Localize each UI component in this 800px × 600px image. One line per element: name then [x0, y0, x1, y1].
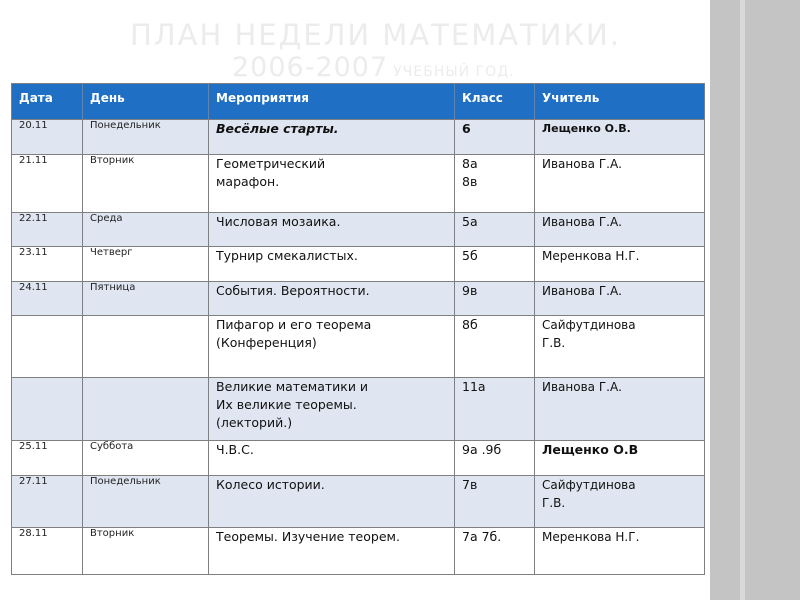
- header-event: Мероприятия: [209, 84, 455, 120]
- table-row: [12, 378, 705, 441]
- class-cell: [455, 528, 535, 575]
- class-cell: [455, 282, 535, 316]
- date-cell: 20.11: [12, 120, 83, 155]
- class-cell: [455, 378, 535, 441]
- date-cell: 28.11: [12, 528, 83, 575]
- teacher-cell: [535, 247, 705, 282]
- date-cell: 23.11: [12, 247, 83, 282]
- class-line: 7а 7б.: [462, 529, 502, 544]
- event-line: Их великие теоремы.: [216, 397, 357, 412]
- class-cell: [455, 476, 535, 528]
- class-line: 7в: [462, 477, 478, 492]
- class-cell: [455, 213, 535, 247]
- date-cell: [12, 378, 83, 441]
- date-cell: 27.11: [12, 476, 83, 528]
- event-line: марафон.: [216, 174, 280, 189]
- event-cell: [209, 441, 455, 476]
- event-line: (Конференция): [216, 335, 317, 350]
- teacher-cell: [535, 120, 705, 155]
- date-cell: 22.11: [12, 213, 83, 247]
- table-row: [12, 247, 705, 282]
- event-cell: [209, 247, 455, 282]
- table-row: [12, 441, 705, 476]
- table-row: [12, 282, 705, 316]
- date-cell: [12, 316, 83, 378]
- event-cell: [209, 213, 455, 247]
- class-line: 11а: [462, 379, 486, 394]
- teacher-line: Г.В.: [542, 336, 566, 350]
- header-date: Дата: [12, 84, 83, 120]
- event-line: Великие математики и: [216, 379, 369, 394]
- teacher-cell: [535, 441, 705, 476]
- event-line: Числовая мозаика.: [216, 214, 341, 229]
- event-line: Ч.В.С.: [216, 442, 254, 457]
- table-row: [12, 213, 705, 247]
- date-cell: 24.11: [12, 282, 83, 316]
- teacher-line: Меренкова Н.Г.: [542, 249, 640, 263]
- day-cell: Среда: [83, 213, 209, 247]
- event-cell: [209, 155, 455, 213]
- header-day: День: [83, 84, 209, 120]
- teacher-line: Меренкова Н.Г.: [542, 530, 640, 544]
- day-cell: Четверг: [83, 247, 209, 282]
- teacher-cell: [535, 378, 705, 441]
- teacher-line: Г.В.: [542, 496, 566, 510]
- class-line: 5б: [462, 248, 478, 263]
- event-line: Теоремы. Изучение теорем.: [216, 529, 400, 544]
- teacher-cell: [535, 528, 705, 575]
- teacher-line: Иванова Г.А.: [542, 380, 622, 394]
- teacher-line: Сайфутдинова: [542, 478, 636, 492]
- event-line: Весёлые старты.: [216, 121, 339, 136]
- table-row: [12, 155, 705, 213]
- decorative-stripe: [740, 0, 745, 600]
- table-row: [12, 476, 705, 528]
- teacher-cell: [535, 155, 705, 213]
- day-cell: Понедельник: [83, 476, 209, 528]
- teacher-line: Иванова Г.А.: [542, 215, 622, 229]
- class-line: 8в: [462, 174, 478, 189]
- header-class: Класс: [455, 84, 535, 120]
- day-cell: Суббота: [83, 441, 209, 476]
- event-cell: [209, 282, 455, 316]
- week-plan-table: [11, 83, 705, 575]
- day-cell: Понедельник: [83, 120, 209, 155]
- event-line: Турнир смекалистых.: [216, 248, 358, 263]
- date-cell: 21.11: [12, 155, 83, 213]
- class-cell: [455, 120, 535, 155]
- subtitle-year: 2006-2007: [232, 52, 389, 83]
- event-cell: [209, 120, 455, 155]
- event-cell: [209, 316, 455, 378]
- header-teacher: Учитель: [535, 84, 705, 120]
- day-cell: [83, 316, 209, 378]
- teacher-line: Сайфутдинова: [542, 318, 636, 332]
- event-cell: [209, 378, 455, 441]
- table-row: [12, 316, 705, 378]
- decorative-side-band: [710, 0, 800, 600]
- class-line: 9а .9б: [462, 442, 502, 457]
- event-line: Пифагор и его теорема: [216, 317, 372, 332]
- day-cell: Вторник: [83, 528, 209, 575]
- table-row: [12, 120, 705, 155]
- teacher-line: Иванова Г.А.: [542, 284, 622, 298]
- teacher-line: Лещенко О.В: [542, 442, 639, 457]
- table-row: [12, 528, 705, 575]
- class-cell: [455, 316, 535, 378]
- event-line: Геометрический: [216, 156, 326, 171]
- class-line: 8а: [462, 156, 478, 171]
- teacher-cell: [535, 476, 705, 528]
- day-cell: [83, 378, 209, 441]
- event-cell: [209, 528, 455, 575]
- class-cell: [455, 247, 535, 282]
- event-line: Колесо истории.: [216, 477, 325, 492]
- teacher-line: Иванова Г.А.: [542, 157, 622, 171]
- table-header-row: [12, 84, 705, 120]
- class-line: 8б: [462, 317, 478, 332]
- event-cell: [209, 476, 455, 528]
- day-cell: Пятница: [83, 282, 209, 316]
- teacher-line: Лещенко О.В.: [542, 122, 631, 135]
- event-line: (лекторий.): [216, 415, 293, 430]
- teacher-cell: [535, 282, 705, 316]
- slide-subtitle: [232, 52, 515, 83]
- class-line: 9в: [462, 283, 478, 298]
- class-line: 5а: [462, 214, 478, 229]
- class-cell: [455, 155, 535, 213]
- slide-title: ПЛАН НЕДЕЛИ МАТЕМАТИКИ.: [130, 18, 621, 52]
- teacher-cell: [535, 213, 705, 247]
- teacher-cell: [535, 316, 705, 378]
- subtitle-text: УЧЕБНЫЙ ГОД.: [393, 64, 515, 80]
- class-cell: [455, 441, 535, 476]
- date-cell: 25.11: [12, 441, 83, 476]
- class-line: 6: [462, 121, 471, 136]
- event-line: События. Вероятности.: [216, 283, 370, 298]
- day-cell: Вторник: [83, 155, 209, 213]
